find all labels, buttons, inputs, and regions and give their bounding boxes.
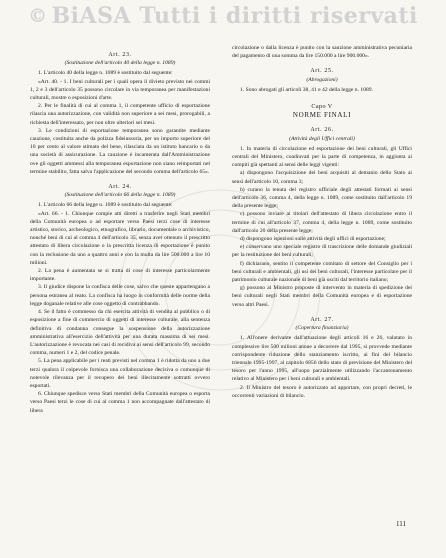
right-column bbox=[232, 44, 412, 400]
article-title: Art. 24. bbox=[108, 184, 132, 191]
paragraph: 1. L'articolo 40 della legge n. 1089 è sostituito dal seguente: bbox=[38, 70, 173, 77]
chapter-title: NORME FINALI bbox=[292, 111, 352, 120]
article-subtitle: (Abrogazioni) bbox=[306, 76, 338, 83]
paragraph: b) curano la tenuta del registro ufficiale degli attestati formati ai sensi dell'articolo 36, comma 4, della legge n. 1089, come sostituito dall'articolo 19 della presente legge; bbox=[232, 186, 412, 210]
page-number: 111 bbox=[396, 520, 406, 528]
paragraph: f) dichiarano, sentito il competente comitato di settore del Consiglio per i beni culturali e ambientali, gli usi dei beni culturali, l'interesse particolare per il patrimonio culturale nazionale di beni già usciti dal territorio italiano; bbox=[232, 260, 412, 284]
paragraph: 1. All'onere derivante dall'attuazione degli articoli 16 e 26, valutato in complessive lire 500 milioni annue a decorrere dal 1995, si provvede mediante corrispondente riduzione dello stanziamento iscritto, ai fini del bilancio triennale 1995-1997, al capitolo 6856 dello stato di previsione del Ministero del tesoro per l'anno 1995, all'uopo parzialmente utilizzando l'accantonamento relativo al Ministero per i beni culturali e ambientali. bbox=[232, 335, 412, 383]
paragraph: «Art. 40. - 1. I beni culturali per i quali opera il divieto previsto nei commi 1, 2 e 3 dell'articolo 35 possono circolare in via temporanea per manifestazioni culturali, mostre o esposizioni d'arte. bbox=[30, 78, 210, 102]
article-title: Art. 26. bbox=[310, 127, 334, 134]
article-heading bbox=[30, 183, 210, 199]
article-subtitle: (Copertura finanziaria) bbox=[295, 325, 349, 332]
article-subtitle: (Sostituzione dell'articolo 40 della legge n. 1089) bbox=[64, 60, 176, 67]
article-title: Art. 25. bbox=[310, 68, 334, 75]
paragraph: 2. La pena è aumentata se si tratta di cose di interesse particolarmente importante. bbox=[30, 268, 210, 283]
paragraph: 4. Se il fatto è commesso da chi esercita attività di vendita al pubblico o di esposizione a fine di commercio di oggetti di interesse culturale, alla sentenza definitiva di condanna consegue la sospensione della autorizzazione amministrativa all'esercizio dell'attività per una durata massima di sei mesi. L'autorizzazione è revocata nei casi di recidiva ai sensi dell'articolo 99, secondo comma, numeri 1 e 2, del codice penale. bbox=[30, 309, 210, 357]
paragraph: g) possono al Ministro proposte di intervento in materia di spedizione dei beni culturali negli Stati membri della Comunità europea e di esportazione verso altri Paesi. bbox=[232, 285, 412, 308]
article-title: Art. 23. bbox=[108, 52, 132, 58]
article-heading bbox=[232, 316, 412, 332]
paragraph: c) possono inviare ai titolari dell'attestato di libera circolazione entro il termine di cui all'articolo 37, comma 4, della legge n. 1089, come sostituito dall'articolo 20 della presente legge; bbox=[232, 211, 412, 234]
paragraph: «Art. 66. - 1. Chiunque compie atti diretti a trasferire negli Stati membri della Comunità europea o ad esportare verso Paesi terzi cose di interesse artistico, storico, archeologico, etnografico, librario, documentale o archivistico, nonché beni di cui al comma 4 dell'articolo 35, senza aver ottenuto il prescritto attestato di libera circolazione o la prescritta licenza di esportazione è punito con la reclusione da uno a quattro anni e con la multa da lire 500.000 a lire 10 milioni. bbox=[30, 210, 210, 266]
article-heading bbox=[30, 51, 210, 67]
paragraph: d) dispongono ispezioni sulle attività degli uffici di esportazione; bbox=[240, 236, 386, 243]
copyright-symbol: © bbox=[28, 5, 48, 27]
paragraph: 3. Il giudice dispone la confisca delle cose, salvo che queste appartengano a persona estranea al reato. La confisca ha luogo in conformità delle norme della legge doganale relative alle cose oggetto di contrabbando. bbox=[30, 284, 210, 307]
article-title: Art. 27. bbox=[310, 316, 334, 323]
paragraph: 2. Per le finalità di cui al comma 1, il competente ufficio di esportazione rilascia una autorizzazione, con validità non superiore a sei mesi, prorogabili, a richiesta dell'interessato, per non oltre ulteriori sei mesi. bbox=[30, 103, 210, 126]
paragraph: 1. Sono abrogati gli articoli 38, 41 e 42 della legge n. 1089. bbox=[240, 86, 373, 93]
article-subtitle: (Attività degli Uffici centrali) bbox=[289, 135, 355, 142]
paragraph: 6. Chiunque spedisce verso Stati membri della Comunità europea o esporta verso Paesi terzi le cose di cui al comma 1 non accompagnate dall'attestato di libera bbox=[30, 391, 210, 414]
article-heading bbox=[232, 126, 412, 142]
paragraph: 2. Il Ministro del tesoro è autorizzato ad apportare, con propri decreti, le occorrenti variazioni di bilancio. bbox=[232, 384, 412, 399]
chapter-label: Capo V bbox=[311, 103, 333, 111]
paragraph: 5. La pena applicabile per i reati previsti nel comma 1 è ridotta da uno a due terzi qualora il colpevole fornisca una collaborazione decisiva o comunque di notevole rilevanza per il recupero dei beni illecitamente sottratti ovvero esportati. bbox=[30, 358, 210, 389]
left-column bbox=[30, 44, 210, 415]
paragraph: circolazione o dalla licenza è punito con la sanzione amministrativa pecuniaria del pagamento di una somma da lire 150.000 a lire 900.000». bbox=[232, 45, 412, 60]
paragraph: 1. In materia di circolazione ed esportazione dei beni culturali, gli Uffici centrali del Ministero, coadiuvati per la parte di competenza, in aggiunta ai compiti già spettanti ai sensi delle leggi vigenti: bbox=[232, 145, 412, 169]
paragraph: a) dispongono l'acquisizione dei beni acquisiti al demanio dello Stato ai sensi dell'articolo 10, comma 3; bbox=[232, 170, 412, 185]
paragraph: 1. L'articolo 66 della legge n. 1089 è sostituito dal seguente: bbox=[38, 202, 173, 209]
article-subtitle: (Sostituzione dell'articolo 66 della legge n. 1089) bbox=[64, 192, 176, 199]
paragraph: 3. Le condizioni di esportazione temporanea sono garantite mediante cauzione, costituita anche da polizza fideiussoria, per un importo superiore del 10 per cento al valore stimato del bene, rilasciata da un istituto bancario o da una società di assicurazione. La cauzione è incamerata dall'Amministrazione ove gli oggetti ammessi alla temporanea esportazione non siano reimportati nel termine stabilito, fatta salva l'applicazione del secondo comma dell'articolo 65». bbox=[30, 127, 210, 175]
watermark-text: BiASA Tutti i diritti riservati bbox=[51, 3, 418, 29]
article-heading bbox=[232, 67, 412, 83]
paragraph: e) conservano uno speciale registro di trascrizione delle domande giudiziali per la restituzione dei beni culturali; bbox=[232, 244, 412, 259]
watermark-banner bbox=[0, 0, 446, 32]
